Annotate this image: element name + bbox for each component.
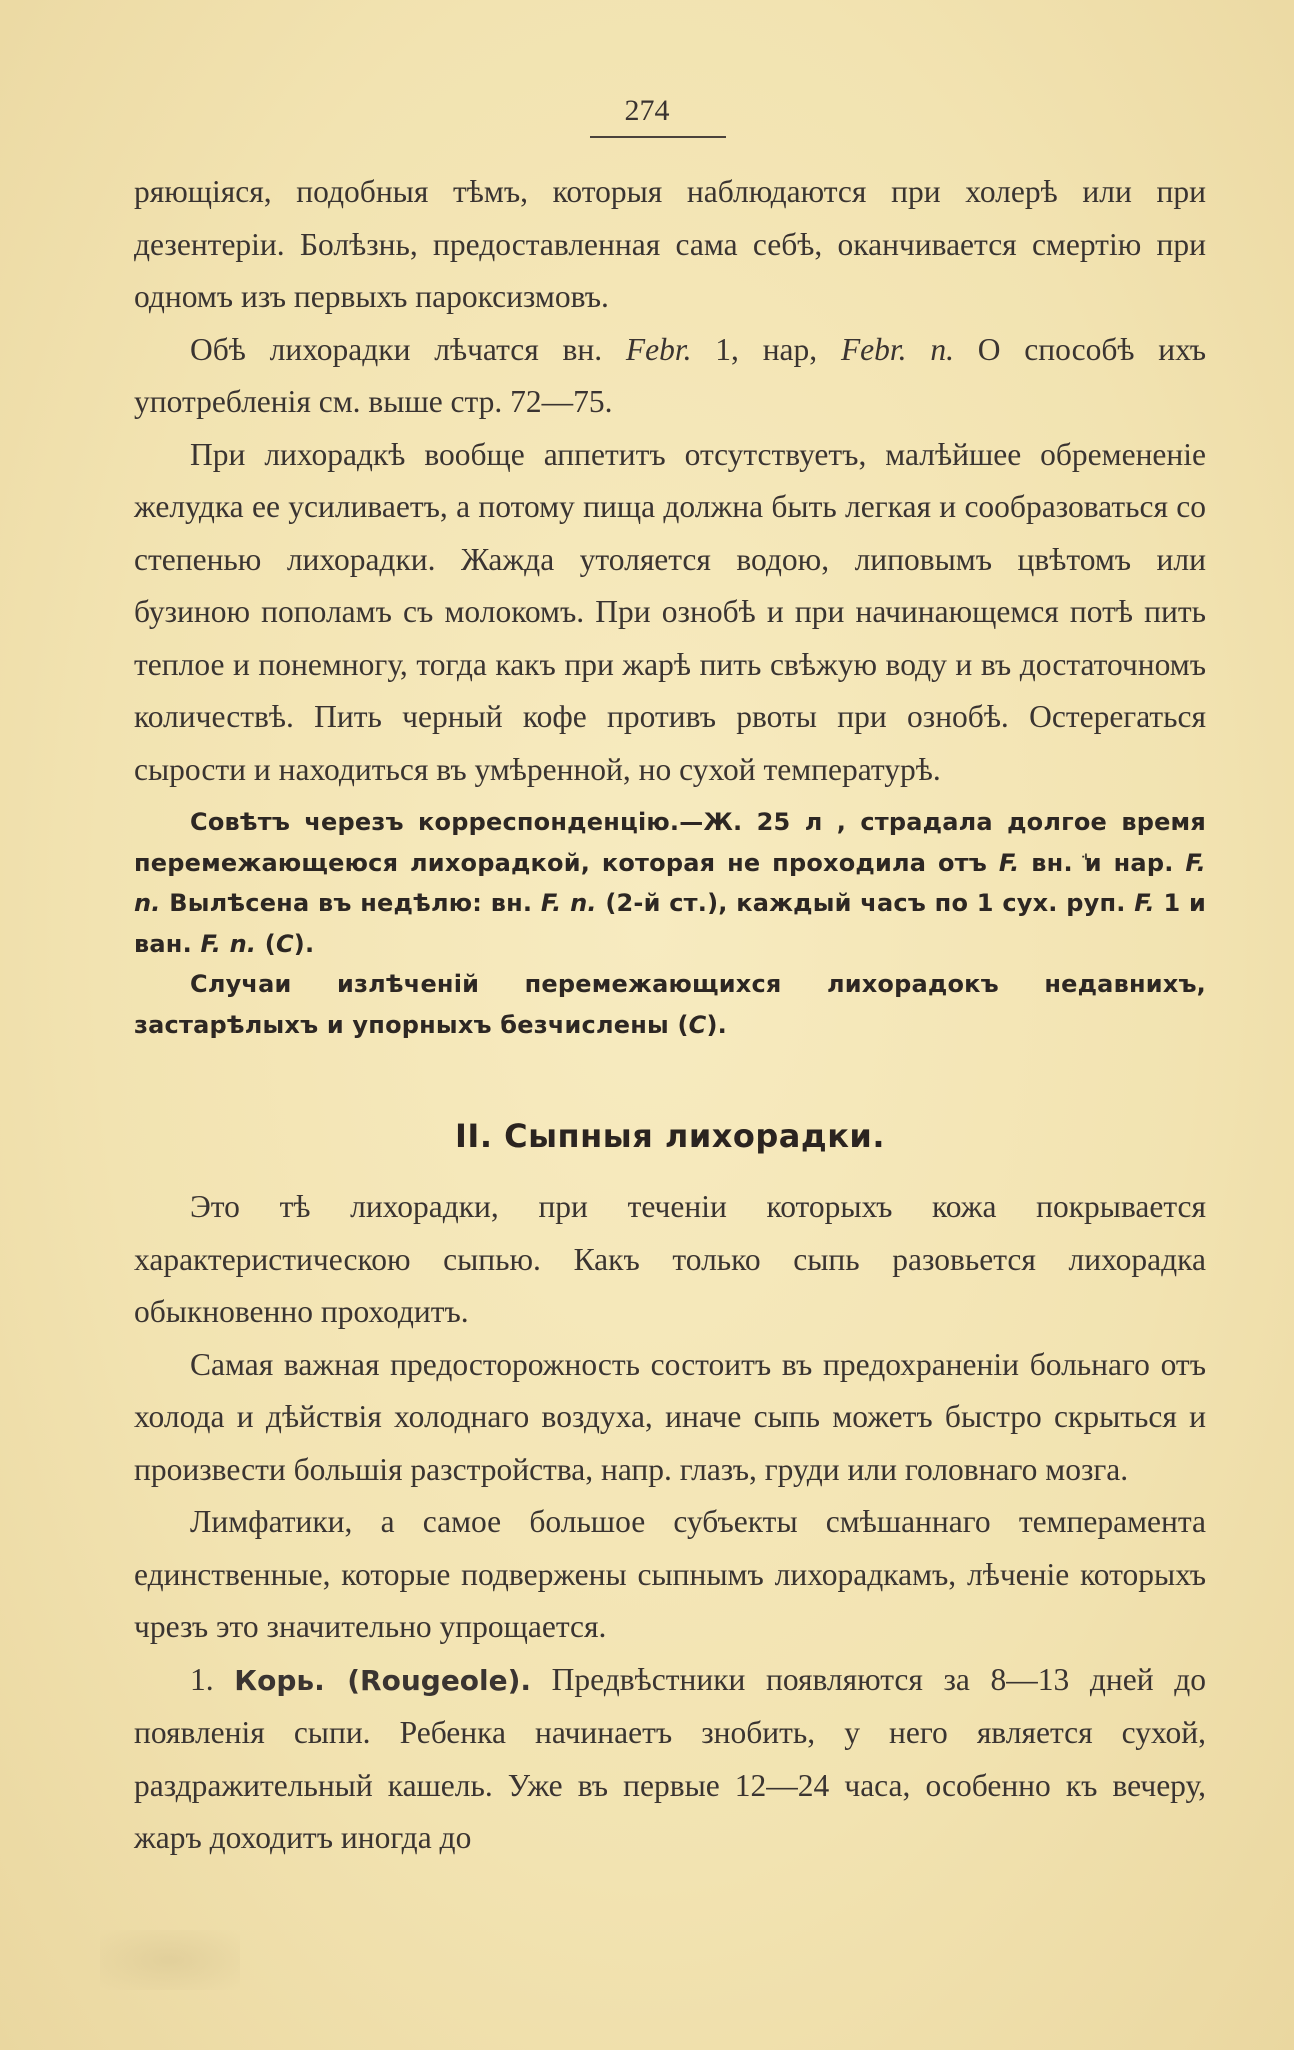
text-run: ( [256, 929, 276, 958]
paragraph-diet: При лихорадкѣ вообще аппетитъ отсутствуетъ, малѣйшее обремененіе желудка ее усиливаетъ, а потому пища должна быть легкая и сообразоваться со степенью лихорадки. Жажда утоляется водою, липовымъ цвѣтомъ или бузиною пополамъ съ молокомъ. При ознобѣ и при начинающемся потѣ пить теплое и понемногу, тогда какъ при жарѣ пить свѣжую воду и въ достаточномъ количествѣ. Пить черный кофе противъ рвоты при ознобѣ. Остерегаться сырости и находиться въ умѣренной, но сухой температурѣ. [134, 436, 1206, 787]
text-run: Случаи излѣченій перемежающихся лихорадокъ недавнихъ, застарѣлыхъ и упорныхъ безчислены ( [134, 970, 1206, 1039]
text-run: О способѣ ихъ употребленія см. выше стр. 72—75. [134, 331, 1206, 419]
remedy-name: Febr. n. [840, 331, 954, 367]
remedy-name: F. [1134, 889, 1155, 917]
page-number: 274 [624, 94, 670, 127]
item-number: 1. [190, 1661, 235, 1697]
header-rule [590, 136, 726, 138]
letter-case [134, 802, 1206, 964]
citation-mark: C [688, 1010, 707, 1039]
text-run: Предвѣстники появляются за 8—13 дней до появленія сыпи. Ребенка начинаетъ знобить, у него является сухой, раздражительный кашель. Уже въ первые 12—24 часа, особенно къ вечеру, жаръ доходитъ иногда до [134, 1661, 1207, 1855]
section-heading: II. Сыпныя лихорадки. [455, 1117, 885, 1155]
paragraph-lymphatics: Лимфатики, а самое большое субъекты смѣшаннаго темперамента единственные, которые подвержены сыпнымъ лихорадкамъ, лѣченіе которыхъ чрезъ это значительно упрощается. [134, 1504, 1206, 1644]
paragraph-continuation: ряющіяся, подобныя тѣмъ, которыя наблюдаются при холерѣ или при дезентеріи. Болѣзнь, предоставленная сама себѣ, оканчивается смертію при одномъ изъ первыхъ пароксизмовъ. [134, 174, 1206, 314]
paragraph-treatment [134, 324, 1206, 429]
text-run: Вылѣсена въ недѣлю: вн. [160, 889, 541, 917]
text-run: Совѣтъ черезъ корреспонденцію.—Ж. 25 л , страдала долгое время перемежающеюся лихорадкой, которая не проходила отъ [134, 808, 1206, 877]
disease-term: Корь. (Rougeole). [234, 1663, 532, 1697]
text-run: Обѣ лихорадки лѣчатся вн. [190, 331, 626, 367]
citation-mark: C [275, 929, 294, 958]
remedy-name: F. n. [200, 929, 257, 958]
paragraph-precaution: Самая важная предосторожность состоитъ въ предохраненіи больнаго отъ холода и дѣйствія холоднаго воздуха, иначе сыпь можетъ быстро скрыться и произвести большія разстройства, напр. глазъ, груди или головнаго мозга. [134, 1346, 1206, 1487]
paper-stain [100, 1930, 240, 1990]
text-run: вн. ꜗи нар. [1019, 848, 1186, 877]
text-run: ). [706, 1010, 727, 1039]
paragraph-measles [134, 1654, 1206, 1865]
body-text [134, 166, 1206, 1865]
paragraph-definition: Это тѣ лихорадки, при теченіи которыхъ кожа покрывается характеристическою сыпью. Какъ только сыпь разовьется лихорадка обыкновенно проходитъ. [134, 1189, 1206, 1329]
text-run: 1 и ван. [134, 889, 1207, 958]
cures-note [134, 964, 1206, 1045]
remedy-name: F. [998, 848, 1020, 877]
remedy-name: F. n. [134, 848, 1206, 917]
text-run: 1, нар, [691, 331, 841, 367]
text-run: (2-й ст.), каждый часъ по 1 сух. руп. [596, 889, 1135, 917]
remedy-name: Febr. [625, 331, 692, 367]
remedy-name: F. n. [540, 889, 597, 917]
text-run: ). [293, 929, 315, 958]
